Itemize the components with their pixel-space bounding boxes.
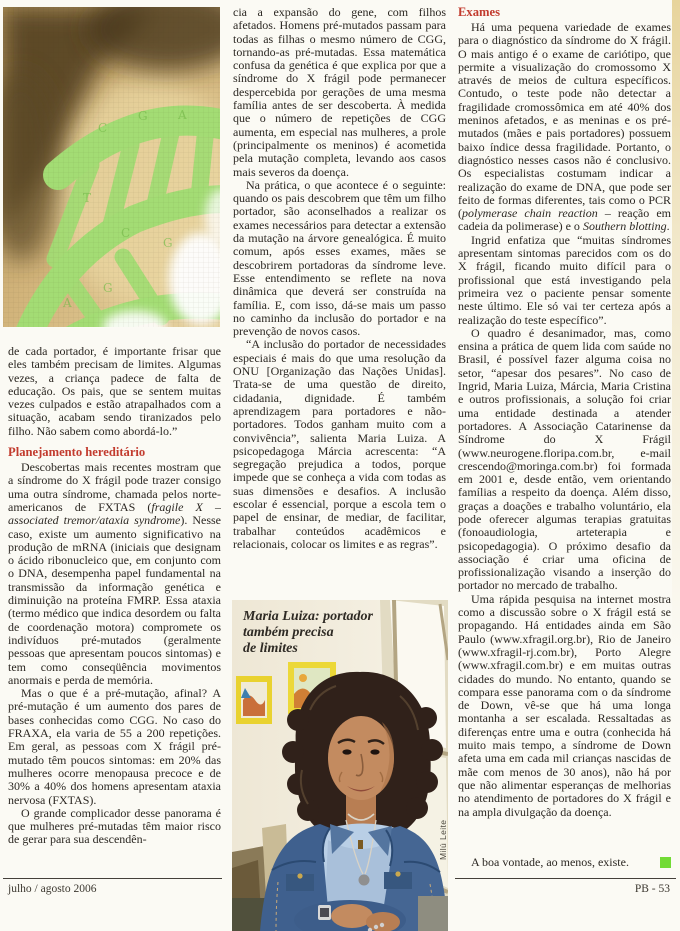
- page-edge-tint: [672, 0, 680, 652]
- body-paragraph: cia a expansão do gene, com filhos afetados. Homens pré-mutados passam para todas as filhas o mesmo número de CGG, tornando-as pré-mutadas. Essa matemática confusa da genética é que explica por que a síndrome do X frágil pode permanecer despercebida por gerações de uma mesma família antes de ser descoberta. À medida que o número de repetições de CGG aumenta, em especial nas mulheres, a prole (principalmente os meninos) é acometida pela mutação completa, levando aos casos mais severos da doença.: [233, 6, 446, 179]
- page-number: PB - 53: [634, 883, 670, 895]
- svg-text:A: A: [178, 108, 187, 122]
- paragraph-text: .: [666, 219, 670, 234]
- article-column-middle: [233, 6, 446, 598]
- paragraph-text: – reação em cadeia da polimerase) e o: [458, 206, 671, 234]
- footer-divider-right: [455, 878, 676, 879]
- body-paragraph: Mas o que é a pré-mutação, afinal? A pré-mutação é um aumento dos pares de bases conhecidas como CGG. No caso do FRAXA, ela varia de 55 a 200 repetições. Em geral, as pessoas com X frágil pré-mutado têm poucos sintomas: em 20% das mulheres ocorre menopausa precoce e de 30% a 40% dos homens apresentam ataxia nervosa (FXTAS).: [8, 686, 221, 807]
- photo-caption-line: Maria Luiza: portador: [243, 609, 373, 624]
- maria-luiza-photo: [232, 600, 448, 931]
- dna-helix-photo: [3, 7, 220, 327]
- body-paragraph: “A inclusão do portador de necessidades especiais é mais do que uma resolução da ONU [Organização das Nações Unidas]. Trata-se de uma questão de direito, cidadania, dignidade. É também aprendizagem para portadores e não-portadores. Todos ganham muito com a convivência”, salienta Maria Luiza. A psicopedagoga Márcia acrescenta: “A segregação prejudica a todos, porque impede que se conheça a vida com todas as suas dimensões e desafios. A inclusão escolar é essencial, porque a escola tem o papel de ensinar, de mediar, de facilitar, trabalhar conteúdos acadêmicos e relacionais, colocar os limites e as regras”.: [233, 337, 446, 551]
- footer-divider-left: [3, 878, 222, 879]
- section-heading-exames: Exames: [458, 5, 500, 19]
- article-column-right: [458, 5, 671, 853]
- photo-credit: Milú Leite: [438, 819, 448, 860]
- svg-text:A: A: [63, 296, 72, 310]
- body-paragraph: Na prática, o que acontece é o seguinte: quando os pais descobrem que têm um filho portador, são aconselhados a realizar os exames necessários para detectar a extensão da mutação na árvore genealógica. É muito comum, após esses exames, mães se descobrirem portadoras da síndrome leve. Esse entendimento se reflete na nova dinâmica que deverá ser construída na família. E, com isso, dá-se mais um passo no caminho da inclusão do portador e na prevenção de novos casos.: [233, 177, 446, 339]
- svg-text:G: G: [138, 109, 148, 123]
- italic-term: fragile X – associated tremor/ataxia syndrome: [8, 499, 221, 528]
- italic-term: polymerase chain reaction: [462, 206, 598, 221]
- body-paragraph: O grande complicador desse panorama é que mulheres pré-mutadas têm maior risco de gerar para sua descendên-: [8, 805, 221, 847]
- photo-caption: [243, 609, 413, 657]
- italic-term: Southern blotting: [582, 219, 667, 234]
- body-paragraph: O quadro é desanimador, mas, como ensina a prática de quem lida com saúde no Brasil, é possível fazer alguma coisa no setor, “apesar dos pesares”. No caso de Ingrid, Maria Luiza, Márcia, Maria Cristina e outros profissionais, a solução foi criar uma entidade destinada a atender portadores. A Associação Catarinense da Síndrome do X Frágil (www.neurogene.floripa.com.br, e-mail crescendo@moringa.com.br) foi formada em 2001 e, desde então, vem orientando famílias a respeito da doença. Além disso, graças a doações e trabalho voluntário, ela pode oferecer algumas terapias gratuitas (fonoaudiologia, arteterapia e psicopedagogia). O próximo desafio da associação é criar uma oficina de profissionalização visando a inserção do portador no mercado de trabalho.: [458, 325, 671, 593]
- svg-text:C: C: [121, 226, 131, 240]
- photo-caption-line: também precisa: [243, 625, 334, 640]
- paragraph-text: ). Nesse caso, existe um aumento significativo na produção de mRNA (iniciais que designam o ácido ribonucleico que, em conjunto com o DNA, desempenha papel fundamental na transmissão da informação genética e diminuição na proteína FMRP. Essa ataxia (termo médico que indica desordem ou falta de coordenação motora) compromete os indivíduos pré-mutados (geralmente pessoas que apresentam poucos sintomas) e tem como conseqüência movimentos anormais e perda de memória.: [8, 513, 221, 687]
- body-paragraph: [458, 21, 671, 234]
- section-heading-planejamento: Planejamento hereditário: [8, 445, 146, 460]
- paragraph-text: Descobertas mais recentes mostram que a síndrome do X frágil pode trazer consigo uma outra síndrome, chamada pelos norte-americanos de FXTAS (: [8, 460, 221, 514]
- closing-sentence: A boa vontade, ao menos, existe.: [471, 855, 629, 869]
- svg-text:G: G: [163, 236, 173, 250]
- footer-date: julho / agosto 2006: [8, 883, 97, 895]
- body-paragraph: Uma rápida pesquisa na internet mostra como a discussão sobre o X frágil está se propagando. Há entidades ainda em São Paulo (www.xfragil.org.br), Rio de Janeiro (www.xfragil-rj.com.br), Porto Alegre (www.xfragil.com.br) e em muitas outras cidades do mundo. No entanto, quando se compara esse panorama com o da síndrome de Down, vê-se que há uma longa montanha a ser escalada. Ressaltadas as diferenças entre uma e outra (conhecida há muito mais tempo, a síndrome de Down afeta uma em cada mil crianças nascidas de mãe com menos de 30 anos), não há por que não alimentar esperanças de melhorias no atendimento de portadores do X frágil e na ampla divulgação da doença.: [458, 591, 671, 819]
- svg-text:C: C: [98, 121, 108, 135]
- photo-caption-line: de limites: [243, 641, 298, 656]
- paragraph-text: Há uma pequena variedade de exames para o diagnóstico da síndrome do X frágil. O mais antigo é o exame de cariótipo, que permite a visualização do cromossomo X através de meios de cultura específicos. Contudo, o teste pode não detectar a fragilidade cromossômica em até 40% dos meninos afetados, e as meninas e os pré-mutados (mães e pais portadores) possuem baixo índice dessa fragilidade. Portanto, o diagnóstico nesses casos não é conclusivo. Os especialistas costumam indicar a realização do exame de DNA, que pode ser feito de formas diferentes, tais como o PCR (: [458, 20, 671, 221]
- body-paragraph: [8, 461, 221, 687]
- radiator: [418, 896, 448, 931]
- article-column-left: [8, 345, 221, 876]
- paragraph-text: de cada portador, é importante frisar que eles também precisam de limites. Algumas vezes, a criança padece de falta de educação. Os pais, que se sentem muitas vezes culpados e estão atrapalhados com a situação, acabam sendo tiranizados pelo filho. Não sabem como abordá-lo.”: [8, 345, 221, 438]
- dna-helix-illustration: [3, 7, 220, 327]
- closing-line: [458, 856, 671, 869]
- body-paragraph: [8, 345, 221, 438]
- body-paragraph: Ingrid enfatiza que “muitas síndromes apresentam sintomas parecidos com os do X frágil, ficando muito difícil para o profissional que está investigando pela primeira vez o paciente pensar somente neste último. Ele só vai ter certeza após a realização do teste específico”.: [458, 232, 671, 327]
- end-of-article-marker: [660, 857, 671, 868]
- svg-text:T: T: [83, 191, 92, 205]
- svg-text:G: G: [103, 281, 113, 295]
